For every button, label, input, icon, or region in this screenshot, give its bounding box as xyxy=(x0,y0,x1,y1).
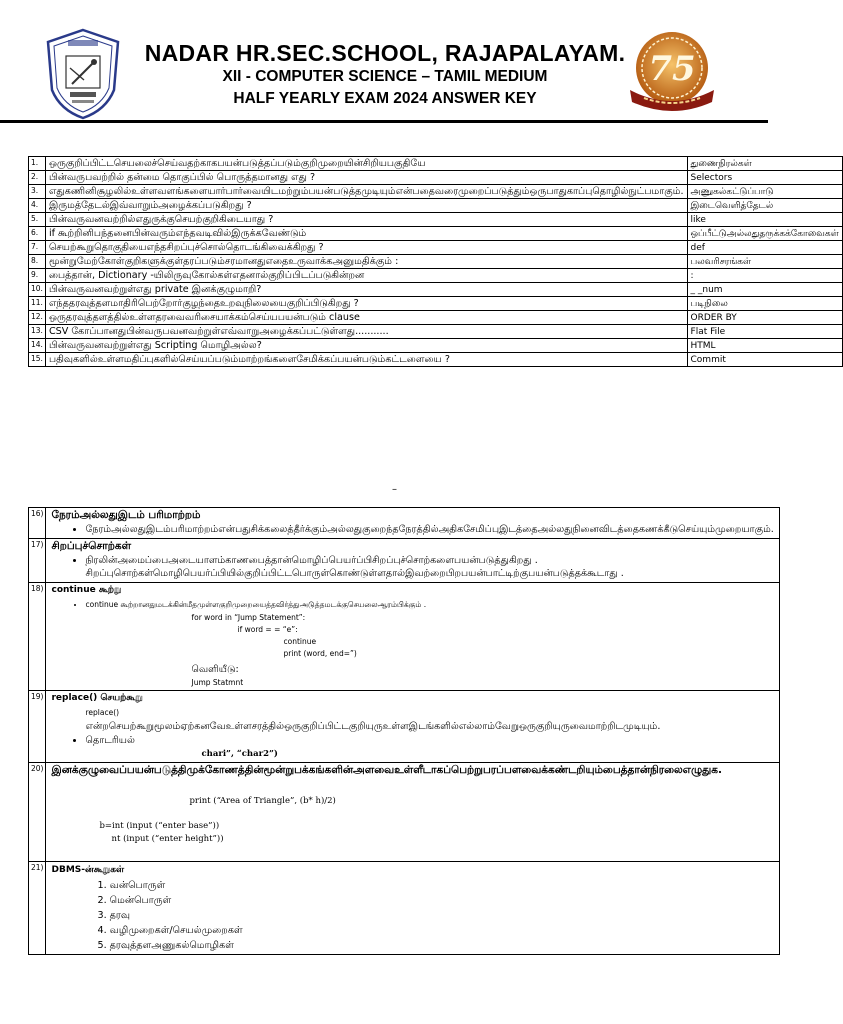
answer-text: Flat File xyxy=(687,325,842,339)
answer-row xyxy=(29,157,843,171)
question-text: இருமத்தேடல்இவ்வாறும்அழைக்கப்படுகிறது ? xyxy=(45,199,687,213)
answer-text: like xyxy=(687,213,842,227)
answer-row xyxy=(29,325,843,339)
badge-number: 75 xyxy=(648,49,696,89)
code-line: print (“Area of Triangle”, (b* h)/2) xyxy=(189,796,336,806)
answer-text: இடைவெளித்தேடல் xyxy=(687,199,842,213)
answer-point: • தொடரியல் xyxy=(85,734,773,747)
answer-row xyxy=(29,283,843,297)
question-number: 10. xyxy=(29,283,46,297)
answer-16 xyxy=(29,508,780,539)
answer-text: : xyxy=(687,269,842,283)
answer-row xyxy=(29,311,843,325)
question-text: பின்வருவனவற்றுள்எது private இனக்குழுமாறி? xyxy=(45,283,687,297)
answer-point: • நிரலின்அமைப்பைஅடையாளம்காணபைத்தான்மொழிப்பெயர்ப்பிசிறப்புச்சொற்களைபயன்படுத்துகிறது . சிறப்புசொற்கள்மொழிபெயர்ப்பியில்குறிப்பிட்டபொருள்கொண்டுள்ளதால்இவற்றைபிறபயன்பாட்டிற்குபயன்படுத்தக்கூடாது . xyxy=(85,554,773,580)
answer-text: def xyxy=(687,241,842,255)
code-line: b=int (input (“enter base”)) xyxy=(99,821,220,831)
header-divider xyxy=(0,120,768,123)
school-name: NADAR HR.SEC.SCHOOL, RAJAPALAYAM. xyxy=(144,40,626,66)
question-text: பைத்தான், Dictionary -யிலிருவுகோல்கள்எதனால்குறிப்பிடப்படுகின்றன xyxy=(45,269,687,283)
answer-heading: DBMS-ன்கூறுகள் xyxy=(51,865,125,875)
question-text: எதுகணினிசூழலில்உள்ளவளங்களையார்பார்வையிடமற்றும்பயன்படுத்தமுடியும்என்பதைவரைமுறைப்படுத்தும்ஒருபாதுகாப்புதொழில்நுட்பமாகும். xyxy=(45,185,687,199)
list-item: 4. வழிமுறைகள்/செயல்முறைகள் xyxy=(97,925,243,936)
question-number: 14. xyxy=(29,339,46,353)
question-text: ஒருகுறிப்பிட்டசெயலைச்செய்வதற்காகபயன்படுத்தப்படும்குறிமுறையின்சிறியபகுதியே xyxy=(45,157,687,171)
answer-text: ஒப்பீட்டுஅல்லதுதருக்கக்கோவைகள் xyxy=(687,227,842,241)
answer-19 xyxy=(29,691,780,763)
answer-row xyxy=(29,213,843,227)
syntax-line: chari”, “char2”) xyxy=(201,749,278,759)
question-text: பதிவுகளில்உள்ளமதிப்புகளில்செய்யப்படும்மாற்றங்களைசேமிக்கப்பயன்படும்கட்டளையை ? xyxy=(45,353,687,367)
question-number: 12. xyxy=(29,311,46,325)
answer-18 xyxy=(29,583,780,691)
answer-row xyxy=(29,353,843,367)
list-item: 5. தரவுத்தளஅணுகல்மொழிகள் xyxy=(97,940,234,951)
answer-point: replace() xyxy=(85,708,120,717)
answer-row xyxy=(29,297,843,311)
code-line: print (word, end=”) xyxy=(283,649,357,658)
question-text: if கூற்றினிபந்தனைபின்வரும்எந்தவடிவில்இருக்கவேண்டும் xyxy=(45,227,687,241)
question-text: எந்ததரவுத்தளமாதிரிபெற்றோர்குழந்தைஉறவுநிலையைகுறிப்பிடுகிறது ? xyxy=(45,297,687,311)
code-line: for word in “Jump Statement”: xyxy=(191,613,306,622)
output-label: வெளியீடு: xyxy=(191,664,239,675)
school-emblem-logo xyxy=(44,28,122,120)
answer-text: Selectors xyxy=(687,171,842,185)
output-value: Jump Statmnt xyxy=(191,678,244,687)
question-text: மூன்றுமேற்கோள்குறிகளுக்குள்தரப்படும்சரமானதுஎதைஉருவாக்கஅனுமதிக்கும் : xyxy=(45,255,687,269)
question-number: 13. xyxy=(29,325,46,339)
answer-row xyxy=(29,185,843,199)
answer-row xyxy=(29,241,843,255)
code-line: if word = = “e”: xyxy=(237,625,298,634)
answer-heading: continue கூற்று xyxy=(51,585,122,595)
question-text: செயற்கூறுதொகுதியைஎந்தசிறப்புச்சொல்தொடங்கிவைக்கிறது ? xyxy=(45,241,687,255)
question-number: 21) xyxy=(29,862,46,955)
answer-text: HTML xyxy=(687,339,842,353)
answer-heading: நேரம்அல்லதுஇடம் பரிமாற்றம் xyxy=(51,509,201,521)
answer-point: என்றசெயற்கூறுமூலம்ஏற்கனவேஉள்ளசரத்தில்ஒருகுறிப்பிட்டகுறியுருஉள்ளஇடங்களில்எல்லாம்வேறுஒருகுறியுருவைமாற்றிடமுடியும். xyxy=(85,721,661,732)
list-item: 3. தரவு xyxy=(97,910,131,921)
answer-17 xyxy=(29,539,780,583)
question-number: 8. xyxy=(29,255,46,269)
answer-text: Commit xyxy=(687,353,842,367)
question-number: 19) xyxy=(29,691,46,763)
answer-text: படிநிலை xyxy=(687,297,842,311)
answer-text: துணைநிரல்கள் xyxy=(687,157,842,171)
answer-text: ORDER BY xyxy=(687,311,842,325)
question-number: 4. xyxy=(29,199,46,213)
question-text: ஒருதரவுத்தளத்தில்உள்ளதரவைவரிசையாக்கம்செய்யபயன்படும் clause xyxy=(45,311,687,325)
code-line: nt (input (“enter height”)) xyxy=(111,834,224,844)
answer-row xyxy=(29,227,843,241)
code-line: continue xyxy=(283,637,317,646)
question-text: பின்வருவனவற்றுள்எது Scripting மொழிஅல்ல? xyxy=(45,339,687,353)
anniversary-badge-logo xyxy=(622,28,722,118)
answer-text: அணுகல்கட்டுப்பாடு xyxy=(687,185,842,199)
answer-row xyxy=(29,171,843,185)
answer-21 xyxy=(29,862,780,955)
exam-title: HALF YEARLY EXAM 2024 ANSWER KEY xyxy=(233,90,537,107)
answer-heading: replace() செயற்கூறு xyxy=(51,693,143,703)
answer-row xyxy=(29,199,843,213)
question-number: 2. xyxy=(29,171,46,185)
part-two-answer-table xyxy=(28,507,780,955)
question-number: 16) xyxy=(29,508,46,539)
question-text: பின்வருபவற்றில் தன்மை தொகுப்பில் பொருத்தமானது எது ? xyxy=(45,171,687,185)
page-header xyxy=(0,0,768,124)
answer-point: • நேரம்அல்லதுஇடம்பரிமாற்றம்என்பதுசிக்கலைத்தீர்க்கும்அல்லதுகுறைந்தநேரத்தில்அதிகசேமிப்புஇடத்தைஅல்லதுநினைவிடத்தைகணக்கீடுசெய்யும்முறையாகும். xyxy=(85,523,773,536)
question-number: 17) xyxy=(29,539,46,583)
answer-text: பலவரிசரங்கள் xyxy=(687,255,842,269)
answer-point: • continue கூற்றானதுமடக்கின்மீதமுள்ளகுறிமுறையைத்தவிர்த்துஅடுத்தமடக்குசெயலைஆரம்பிக்கும் . xyxy=(85,598,773,611)
answer-row xyxy=(29,269,843,283)
answer-text: _ _num xyxy=(687,283,842,297)
answer-row xyxy=(29,255,843,269)
question-number: 5. xyxy=(29,213,46,227)
question-number: 11. xyxy=(29,297,46,311)
question-number: 7. xyxy=(29,241,46,255)
part-one-answer-table xyxy=(28,156,843,367)
question-text: CSV கோப்பானதுபின்வருபவனவற்றுள்எவ்வாறுஅழைக்கப்பட்டுள்ளது........... xyxy=(45,325,687,339)
question-number: 15. xyxy=(29,353,46,367)
question-text: பின்வருவனவற்றில்எதுருக்குசெயற்குறிகிடையாது ? xyxy=(45,213,687,227)
question-number: 18) xyxy=(29,583,46,691)
answer-20 xyxy=(29,763,780,862)
question-number: 1. xyxy=(29,157,46,171)
list-item: 1. வன்பொருள் xyxy=(97,880,166,891)
answer-heading: சிறப்புச்சொற்கள் xyxy=(51,540,132,552)
question-number: 6. xyxy=(29,227,46,241)
answer-heading: இனக்குழுவைப்பயன்படுத்திமுக்கோணத்தின்மூன்றுபக்கங்களின்அளவைஉள்ளீடாகப்பெற்றுபரப்பளவைக்கண்டறியும்பைத்தான்நிரலைஎழுதுக. xyxy=(51,764,722,776)
answer-row xyxy=(29,339,843,353)
question-number: 20) xyxy=(29,763,46,862)
question-number: 3. xyxy=(29,185,46,199)
section-separator: – xyxy=(392,484,397,495)
subject-title: XII - COMPUTER SCIENCE – TAMIL MEDIUM xyxy=(222,68,548,85)
list-item: 2. மென்பொருள் xyxy=(97,895,172,906)
question-number: 9. xyxy=(29,269,46,283)
